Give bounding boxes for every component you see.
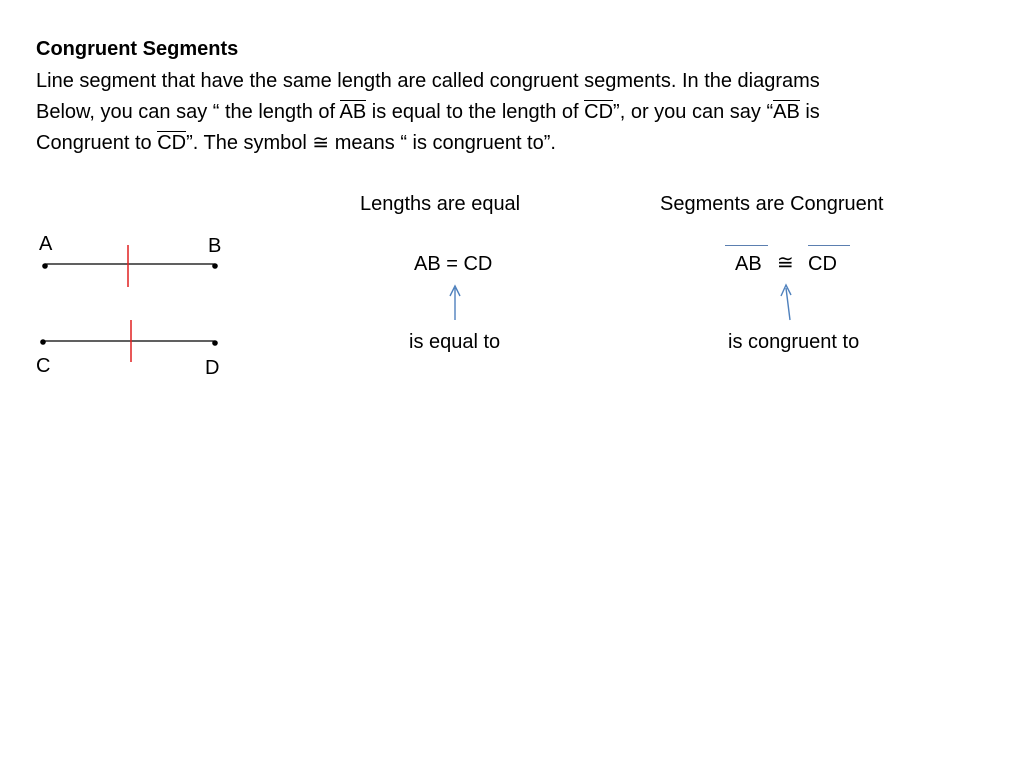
paragraph-text: is — [799, 101, 820, 123]
lengths-caption: is equal to — [409, 331, 501, 353]
paragraph-text: Congruent to — [36, 132, 158, 154]
congruent-left-segment: AB — [735, 253, 762, 275]
point-c-label: C — [36, 355, 51, 377]
point-a-dot — [42, 263, 48, 269]
lengths-title: Lengths are equal — [360, 193, 521, 215]
lengths-equation: AB = CD — [414, 253, 493, 275]
paragraph-text: ”. The symbol ≅ means “ is congruent to”. — [186, 132, 556, 154]
overbar-ab — [725, 245, 768, 246]
page-title: Congruent Segments — [36, 38, 239, 60]
point-d-dot — [212, 340, 218, 346]
paragraph-line-1: Line segment that have the same length are called congruent segments. In the diagrams — [36, 70, 820, 92]
congruent-caption: is congruent to — [728, 331, 860, 353]
paragraph-text: Below, you can say “ the length of — [36, 101, 340, 123]
point-d-label: D — [205, 357, 220, 379]
paragraph-text: ”, or you can say “ — [613, 101, 774, 123]
point-c-dot — [40, 339, 46, 345]
congruent-title: Segments are Congruent — [660, 193, 884, 215]
point-b-label: B — [208, 235, 222, 257]
segment-cd-notation: CD — [157, 132, 187, 154]
point-a-label: A — [39, 233, 53, 255]
segment-ab-notation: AB — [339, 101, 367, 123]
segment-ab-notation: AB — [773, 101, 800, 123]
congruent-right-segment: CD — [808, 253, 837, 275]
point-b-dot — [212, 263, 218, 269]
segment-cd-notation: CD — [584, 101, 614, 123]
congruent-symbol: ≅ — [777, 252, 794, 274]
overbar-cd — [808, 245, 850, 246]
paragraph-text: is equal to the length of — [366, 101, 585, 123]
